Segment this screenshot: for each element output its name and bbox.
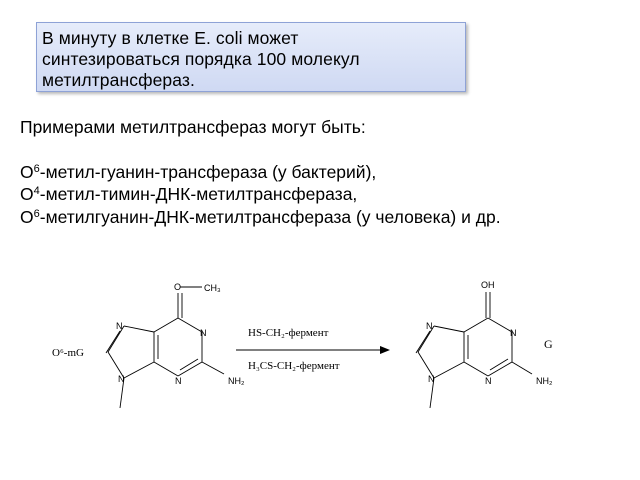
callout-line-2: синтезироваться порядка 100 молекул (42, 49, 360, 69)
product-atom-labels (426, 280, 553, 386)
example-2-text: -метил-тимин-ДНК-метилтрансфераза, (39, 184, 358, 204)
substrate-n9-label: N (118, 374, 125, 384)
substrate-o-label: O (174, 282, 182, 292)
example-1-prefix: O (20, 161, 34, 182)
substrate-n1-label: N (200, 328, 207, 338)
product-nh2-label: NH₂ (536, 376, 553, 386)
product-oh-label: OH (481, 280, 495, 290)
substrate-label: O⁶-mG (52, 347, 84, 359)
reaction-arrow (236, 346, 390, 354)
example-2-sup: 4 (33, 185, 40, 197)
intro-text: Примерами метилтрансфераз могут быть: (20, 117, 366, 137)
example-1-text: -метил-гуанин-трансфераза (у бактерий), (39, 161, 377, 182)
arrow-bottom-label: H₃CS-CH₂-фермент (248, 360, 340, 372)
callout-line-1: В минуту в клетке E. coli может (42, 28, 299, 48)
substrate-structure (106, 287, 224, 408)
example-2-prefix: O (20, 184, 34, 204)
example-1-sup: 6 (33, 162, 40, 175)
product-structure (416, 292, 532, 408)
example-3-sup: 6 (33, 207, 40, 220)
callout-line-3: метилтрансфераз. (42, 70, 195, 90)
product-n3-label: N (485, 376, 492, 386)
product-n7-label: N (426, 321, 433, 331)
product-n1-label: N (510, 328, 517, 338)
product-n9-label: N (428, 374, 435, 384)
arrow-top-label: HS-CH₂-фермент (248, 327, 329, 339)
substrate-nh2-label: NH₂ (228, 376, 245, 386)
product-label: G (544, 337, 553, 351)
example-3-prefix: O (20, 206, 34, 227)
substrate-atom-labels (116, 282, 245, 386)
example-3-text: -метилгуанин-ДНК-метилтрансфераза (у человека) и др. (39, 206, 501, 227)
substrate-ch3-label: CH₃ (204, 283, 221, 293)
substrate-n7-label: N (116, 321, 123, 331)
substrate-n3-label: N (175, 376, 182, 386)
